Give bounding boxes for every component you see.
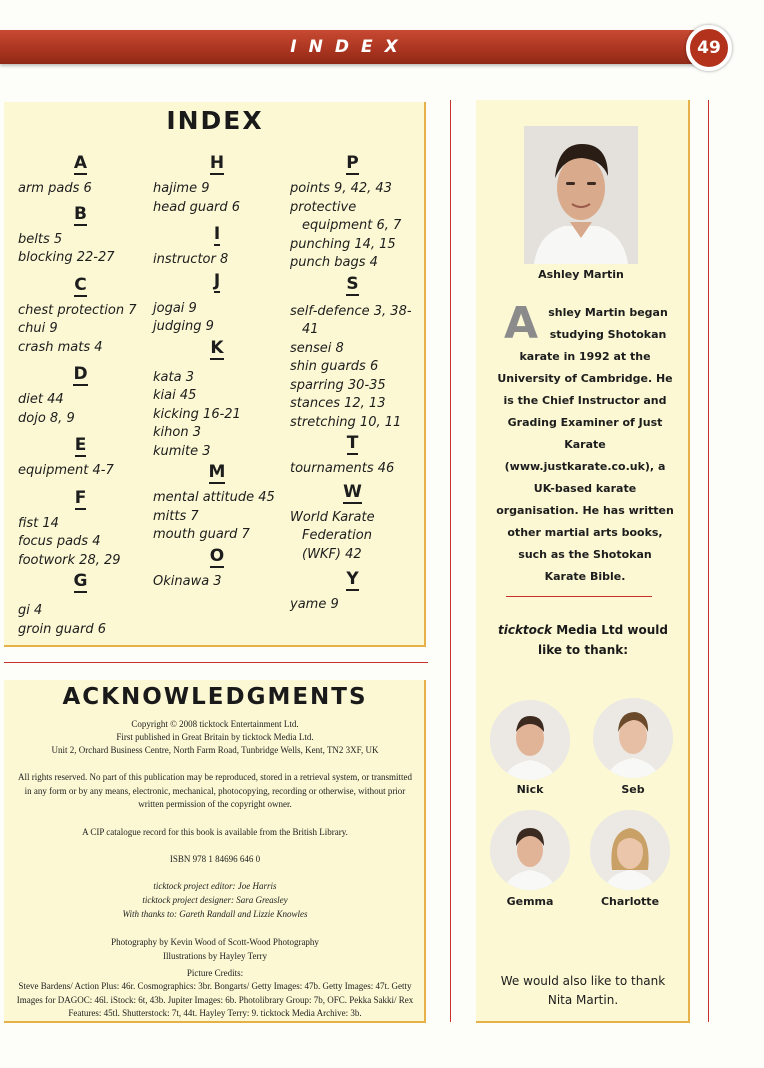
index-entry: dojo 8, 9: [18, 410, 75, 426]
person-name: Charlotte: [600, 895, 660, 908]
portrait-caption: Ashley Martin: [538, 268, 624, 281]
cip-line: A CIP catalogue record for this book is available from the British Library.: [82, 827, 348, 837]
header-title: INDEX: [290, 37, 410, 57]
index-entry: self-defence 3, 38-41: [290, 303, 412, 337]
index-entry: chui 9: [18, 321, 58, 336]
picture-credits-heading: Picture Credits:: [186, 968, 244, 978]
index-entry: hajime 9: [153, 181, 210, 196]
index-entry: punching 14, 15: [290, 236, 396, 252]
index-entry: protective equipment 6, 7: [290, 199, 402, 233]
index-entry: arm pads 6: [18, 181, 92, 196]
index-entry: equipment 4-7: [18, 463, 114, 478]
bio-dropcap: A: [504, 298, 539, 349]
index-entry: diet 44: [18, 392, 64, 407]
index-entry: kumite 3: [153, 443, 211, 459]
designer-line: ticktock project designer: Sara Greasley: [142, 895, 288, 905]
rights-paragraph: All rights reserved. No part of this publication may be reproduced, stored in a retrieval system, or transmitted in any form or by any means, electronic, mechanical, photocopying, recording or otherwise, without prior written permission of the copyright owner.: [18, 772, 412, 809]
index-entry: blocking 22-27: [18, 250, 115, 265]
photo-nick: [490, 700, 570, 780]
index-entry: kicking 16-21: [153, 406, 241, 422]
person-photo-icon: [490, 810, 570, 890]
index-letter: F: [74, 487, 87, 508]
index-entry: yame 9: [290, 597, 339, 612]
author-bio: [496, 298, 674, 588]
page-number-badge: 49: [686, 25, 732, 71]
thanks-text: Media Ltd would like to thank:: [537, 623, 668, 657]
index-letter: D: [73, 364, 88, 384]
with-thanks-line: With thanks to: Gareth Randall and Lizzie Knowles: [122, 909, 308, 919]
thanks-brand: ticktock: [497, 623, 553, 637]
index-entry: shin guards 6: [290, 359, 379, 374]
index-entry: chest protection 7: [18, 302, 137, 318]
index-letter: S: [346, 273, 359, 294]
index-letter: I: [213, 224, 221, 244]
photography-line: Photography by Kevin Wood of Scott-Wood Photography: [111, 937, 319, 947]
index-letter: W: [343, 481, 362, 502]
final-thanks: We would also like to thank Nita Martin.: [500, 974, 666, 1007]
index-letter: T: [346, 433, 359, 453]
index-entry: footwork 28, 29: [18, 552, 121, 568]
index-entry: head guard 6: [153, 199, 241, 215]
index-letter: C: [74, 274, 87, 295]
index-entry: gi 4: [18, 603, 43, 618]
index-entry: groin guard 6: [18, 621, 106, 637]
index-entry: judging 9: [153, 319, 214, 334]
index-entry: stances 12, 13: [290, 396, 386, 411]
index-letter: B: [74, 203, 87, 224]
address-line: Unit 2, Orchard Business Centre, North Farm Road, Tunbridge Wells, Kent, TN2 3XF, UK: [51, 745, 379, 755]
sidebar-separator: [506, 596, 652, 597]
copyright-line: Copyright © 2008 ticktock Entertainment Ltd.: [131, 719, 299, 729]
index-entry: punch bags 4: [290, 255, 378, 270]
index-letter: H: [209, 153, 225, 173]
column-divider-left: [450, 100, 451, 1022]
photo-seb: [593, 698, 673, 778]
index-entry: instructor 8: [153, 252, 229, 267]
index-heading: INDEX: [166, 106, 264, 135]
column-divider-right: [708, 100, 709, 1022]
index-entry: Okinawa 3: [153, 573, 222, 589]
thanks-heading: [490, 620, 676, 660]
photo-gemma: [490, 810, 570, 890]
person-name: Seb: [621, 783, 645, 796]
index-letter: K: [210, 337, 224, 358]
index-column-3: [290, 152, 415, 615]
isbn-line: ISBN 978 1 84696 646 0: [169, 854, 261, 864]
index-entry: tournaments 46: [290, 461, 395, 476]
index-entry: points 9, 42, 43: [290, 181, 392, 196]
index-entry: kiai 45: [153, 388, 197, 403]
index-letter: P: [346, 153, 359, 173]
index-letter: G: [73, 571, 88, 591]
picture-credits-text: Steve Bardens/ Action Plus: 46r. Cosmographics: 3br. Bongarts/ Getty Images: 47b. Getty Images: 47t. Getty Images for DAGOC: 46l. iStock: 6t, 43b. Jupiter Images: 6b. Photolibrary Group: 7b, OFC. Pekka Sakki/ Rex Features: 45tl. Shutterstock: 7t, 44t. Hayley Terry: 9. ticktock Media Archive: 3b.: [16, 981, 414, 1018]
index-column-2: [153, 152, 281, 591]
person-name: Nick: [516, 783, 544, 796]
index-entry: belts 5: [18, 231, 63, 247]
index-letter: E: [74, 435, 87, 455]
person-photo-icon: [590, 810, 670, 890]
index-letter: O: [209, 545, 225, 566]
photo-charlotte: [590, 810, 670, 890]
section-divider: [4, 662, 428, 663]
index-letter: A: [73, 153, 88, 173]
published-line: First published in Great Britain by ticktock Media Ltd.: [116, 732, 314, 742]
index-entry: sensei 8: [290, 340, 344, 356]
bio-text: shley Martin began studying Shotokan karate in 1992 at the University of Cambridge. He is the Chief Instructor and Grading Examiner of Just Karate (www.justkarate.co.uk), a UK-based karate organisation. He has written other martial arts books, such as the Shotokan Karate Bible.: [496, 306, 674, 583]
index-entry: fist 14: [18, 515, 59, 531]
person-photo-icon: [593, 698, 673, 778]
person-photo-icon: [490, 700, 570, 780]
index-letter: J: [213, 270, 221, 291]
index-entry: stretching 10, 11: [290, 414, 402, 430]
index-entry: jogai 9: [153, 300, 197, 316]
editor-line: ticktock project editor: Joe Harris: [153, 881, 277, 891]
author-portrait: [524, 126, 638, 264]
index-letter: M: [208, 462, 226, 482]
index-entry: kihon 3: [153, 425, 201, 440]
illustrations-line: Illustrations by Hayley Terry: [163, 951, 267, 961]
index-entry: kata 3: [153, 369, 194, 385]
index-entry: focus pads 4: [18, 534, 101, 549]
index-letter: Y: [346, 569, 359, 589]
index-entry: crash mats 4: [18, 339, 103, 355]
acknowledgments-heading: ACKNOWLEDGMENTS: [62, 684, 368, 710]
index-entry: mental attitude 45: [153, 490, 275, 505]
index-entry: mitts 7: [153, 508, 199, 524]
index-entry: sparring 30-35: [290, 377, 386, 393]
index-entry: World Karate Federation (WKF) 42: [290, 509, 375, 562]
index-entry: mouth guard 7: [153, 527, 250, 542]
index-column-1: [18, 152, 143, 639]
person-portrait-icon: [524, 126, 638, 264]
person-name: Gemma: [506, 895, 554, 908]
